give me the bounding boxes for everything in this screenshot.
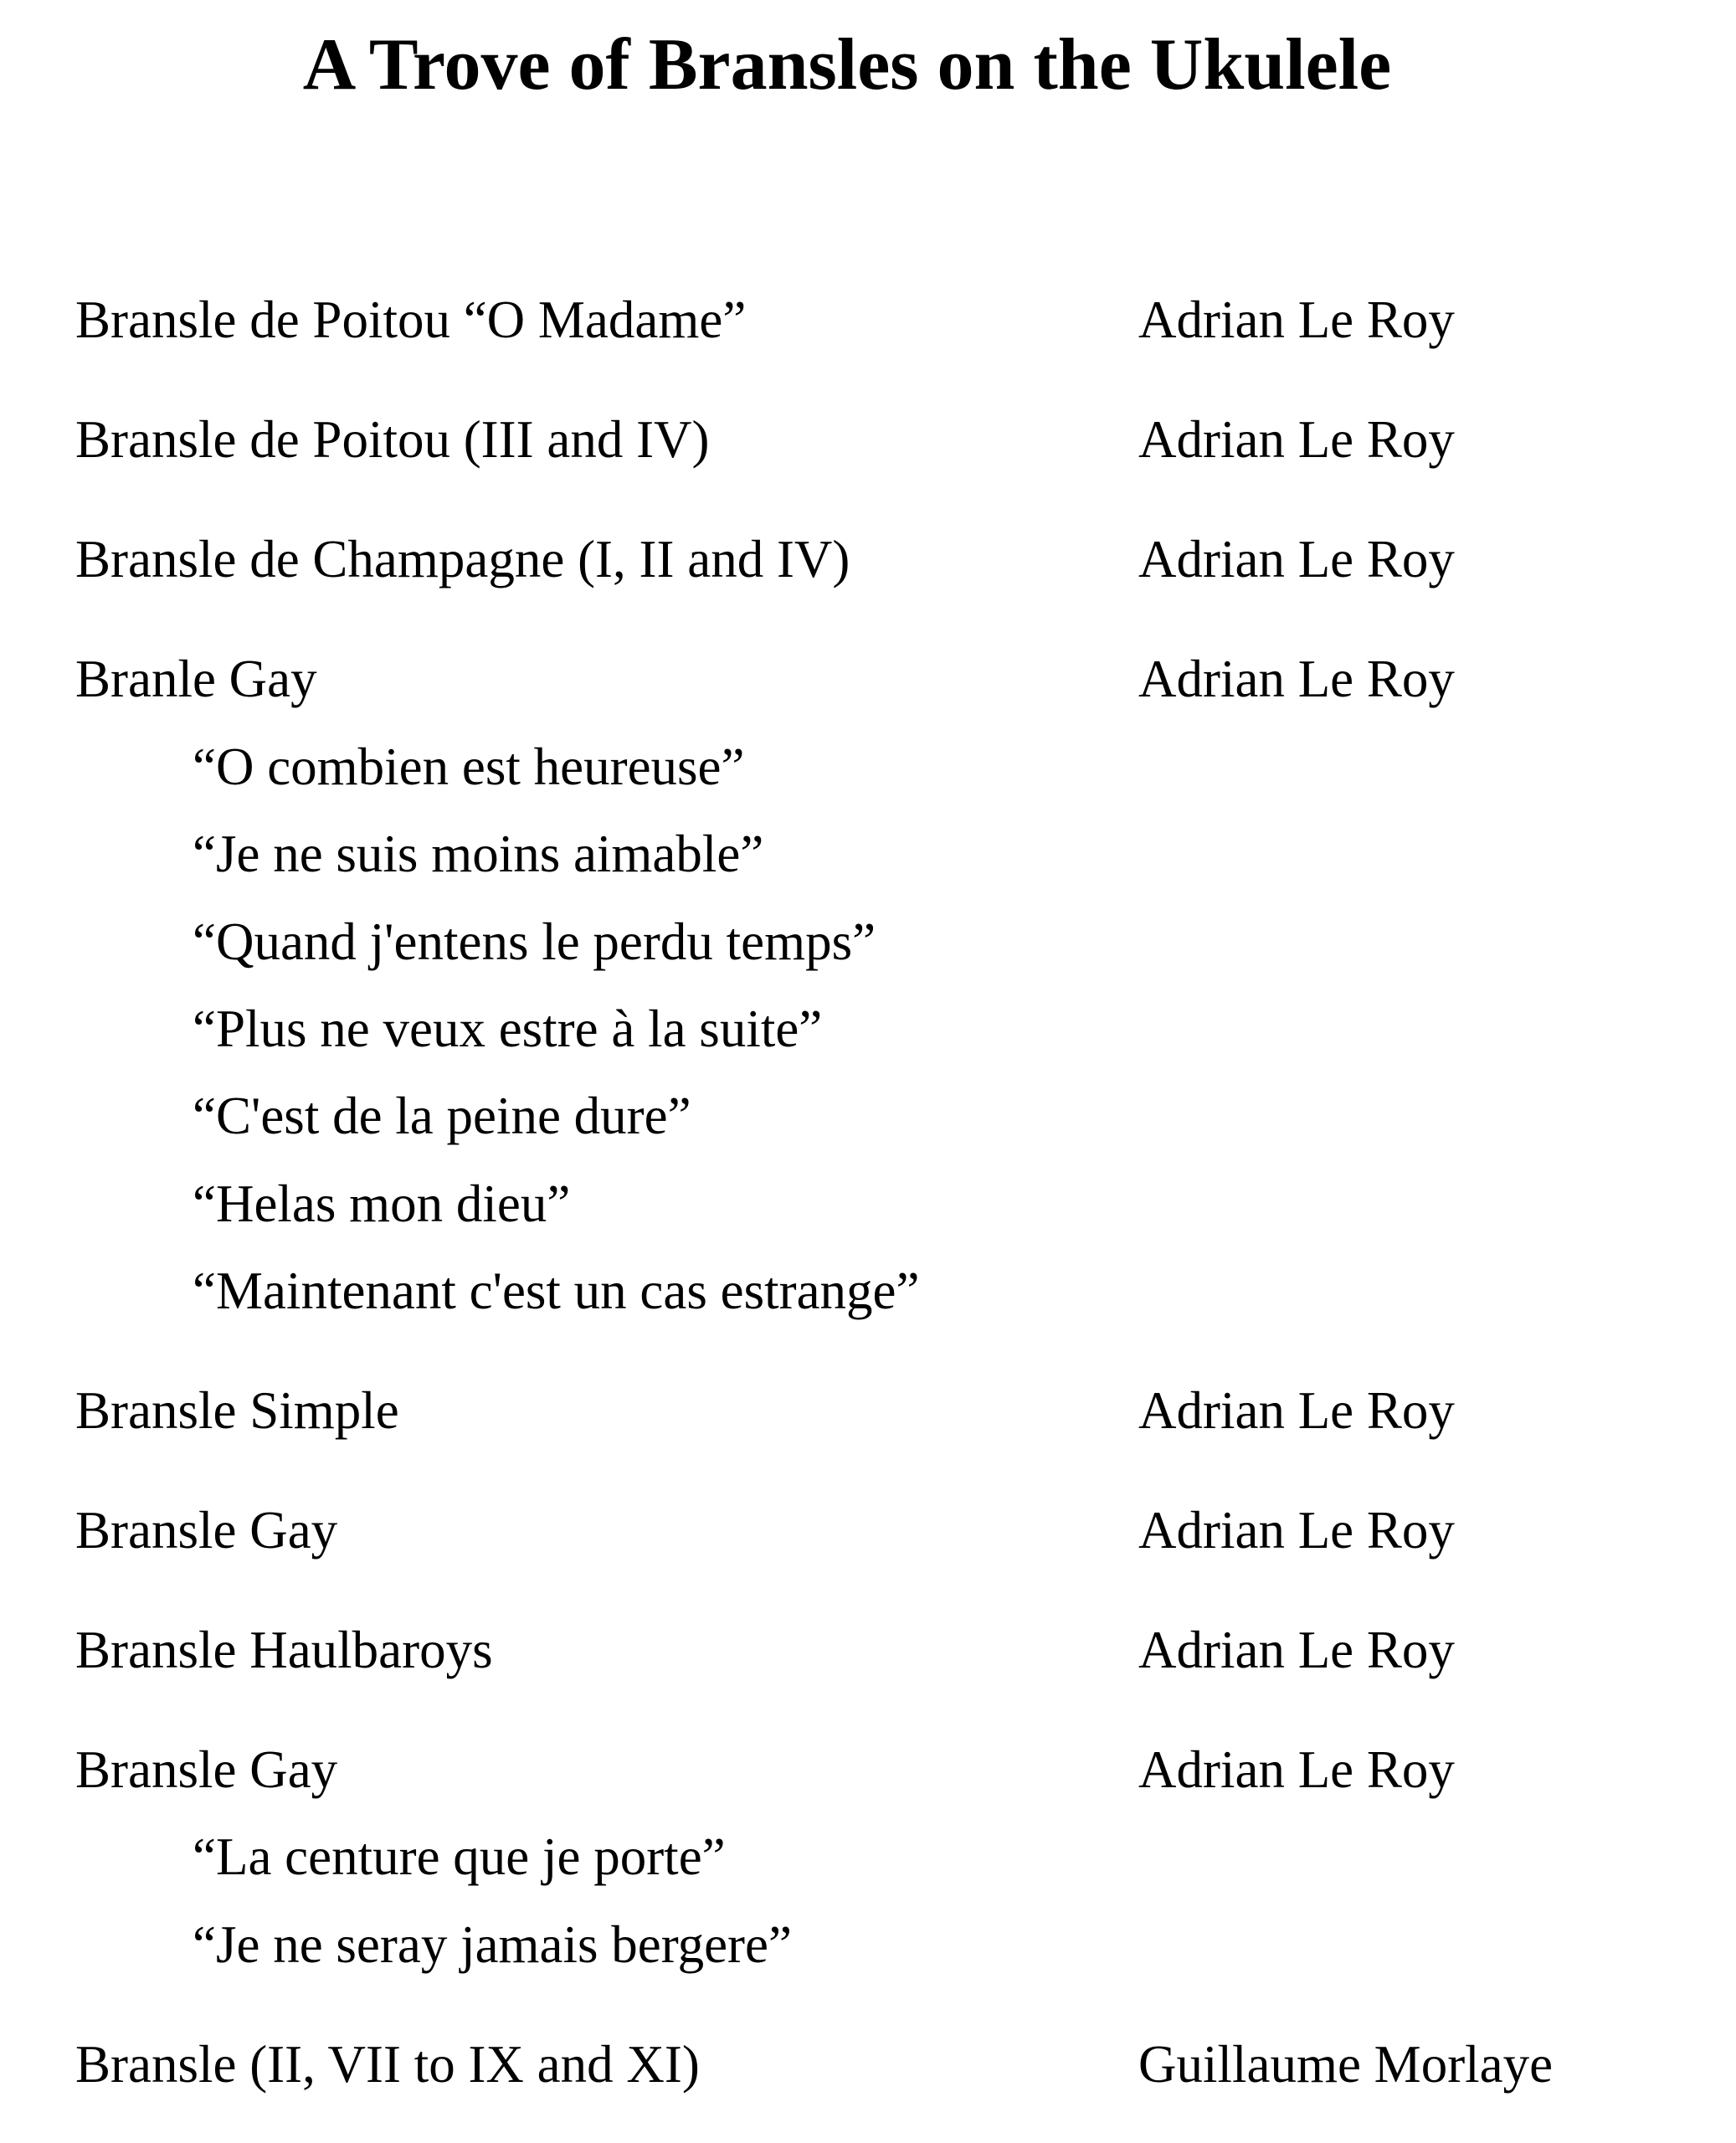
entry-title: Bransle de Poitou (III and IV)	[75, 410, 710, 469]
entry-composer: Adrian Le Roy	[1138, 1621, 1455, 1679]
entry-subitem: “C'est de la peine dure”	[193, 1087, 691, 1145]
entry-composer: Adrian Le Roy	[1138, 1501, 1455, 1560]
entry-composer: Adrian Le Roy	[1138, 650, 1455, 708]
entry-title: Bransle de Poitou “O Madame”	[75, 290, 747, 349]
entry-title: Branle Gay	[75, 650, 317, 708]
entry-composer: Adrian Le Roy	[1138, 1381, 1455, 1440]
entry-title: Bransle Haulbaroys	[75, 1621, 493, 1679]
entry-subitem: “Plus ne veux estre à la suite”	[193, 1000, 823, 1058]
entry-title: Bransle (II, VII to IX and XI)	[75, 2035, 700, 2094]
entry-subitem: “Maintenant c'est un cas estrange”	[193, 1262, 920, 1320]
entry-composer: Guillaume Morlaye	[1138, 2035, 1554, 2094]
entry-composer: Adrian Le Roy	[1138, 530, 1455, 588]
entry-composer: Adrian Le Roy	[1138, 290, 1455, 349]
entry-title: Bransle Gay	[75, 1501, 338, 1560]
entry-subitem: “Je ne suis moins aimable”	[193, 825, 764, 883]
page-title: A Trove of Bransles on the Ukulele	[302, 24, 1392, 105]
entry-composer: Adrian Le Roy	[1138, 1740, 1455, 1799]
entry-subitem: “Je ne seray jamais bergere”	[193, 1915, 792, 1974]
entry-subitem: “La centure que je porte”	[193, 1827, 726, 1886]
entry-subitem: “Quand j'entens le perdu temps”	[193, 912, 876, 971]
entry-composer: Adrian Le Roy	[1138, 410, 1455, 469]
entry-subitem: “O combien est heureuse”	[193, 737, 745, 796]
entry-title: Bransle Simple	[75, 1381, 399, 1440]
entry-title: Bransle de Champagne (I, II and IV)	[75, 530, 850, 588]
entry-title: Bransle Gay	[75, 1740, 338, 1799]
entry-subitem: “Helas mon dieu”	[193, 1174, 571, 1233]
